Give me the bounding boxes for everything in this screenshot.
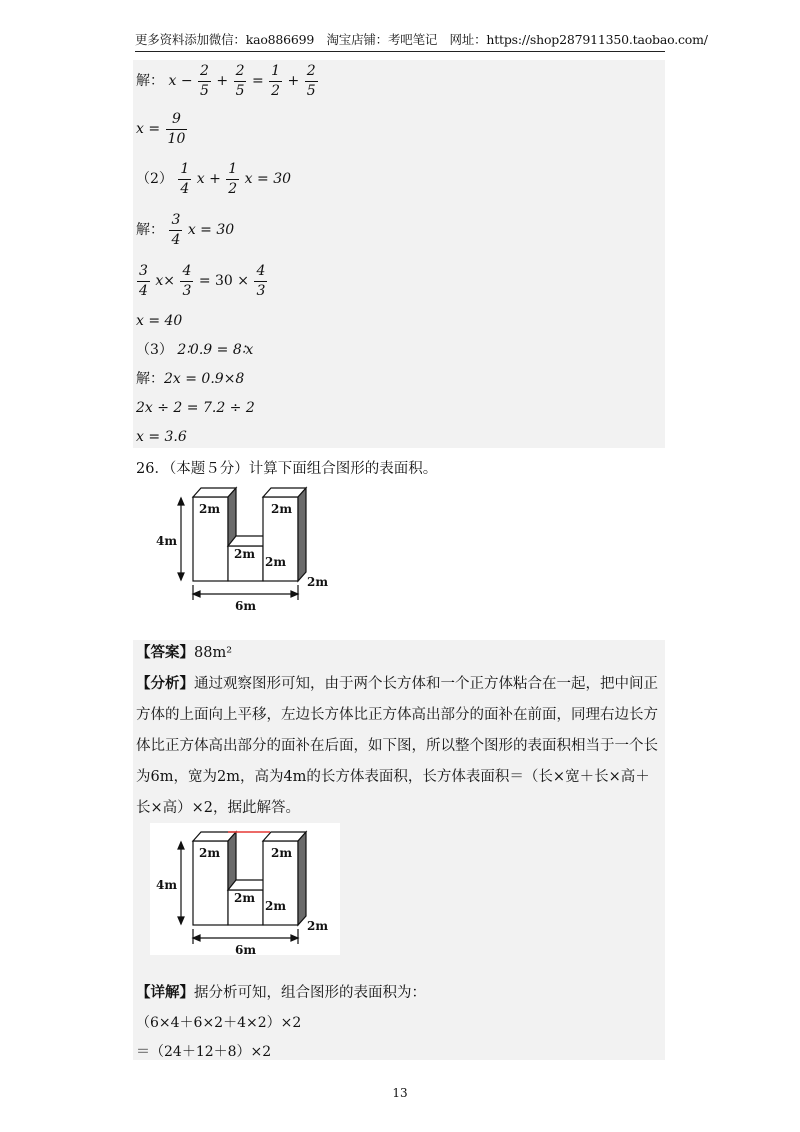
prob2-equation: （2） $\frac{1}{4}$ x + $\frac{1}{2}$ x = 30 <box>136 161 292 197</box>
sol1-equation: 解： x − $\frac{2}{5}$ + $\frac{2}{5}$ = $\frac{1}{2}$ + $\frac{2}{5}$ <box>136 63 316 99</box>
analysis-paragraph <box>136 668 664 824</box>
label-depth: 2m <box>307 919 329 933</box>
prob2-solve-2: $\frac{3}{4}$ x× $\frac{4}{3}$ = 30 × $\frac{4}{3}$ <box>139 263 266 299</box>
fraction: $\frac{2}{5}$ <box>306 63 316 99</box>
prob3-solve-1: 解：2x = 0.9×8 <box>136 371 245 387</box>
prob3-equation: （3） 2∶0.9 = 8∶x <box>136 342 254 358</box>
prob3-result: x = 3.6 <box>136 429 187 445</box>
fraction: $\frac{4}{3}$ <box>256 263 266 299</box>
label-height: 4m <box>156 878 178 892</box>
fraction: $\frac{1}{2}$ <box>271 63 281 99</box>
page-number: 13 <box>392 1086 408 1100</box>
detail-calc-1: （6×4＋6×2＋4×2）×2 <box>136 1015 302 1031</box>
label-depth: 2m <box>307 575 329 589</box>
fraction: $\frac{1}{4}$ <box>180 161 190 197</box>
answer-value: 88m² <box>194 645 233 661</box>
fraction: $\frac{3}{4}$ <box>139 263 148 299</box>
label-box: 2m <box>234 547 256 561</box>
fraction: $\frac{3}{4}$ <box>171 212 181 248</box>
fraction: $\frac{1}{2}$ <box>228 161 238 197</box>
label-box: 2m <box>199 502 221 516</box>
prob2-result: x = 40 <box>136 313 183 329</box>
label-height: 4m <box>156 534 178 548</box>
solution-block <box>133 60 665 448</box>
label-box: 2m <box>265 555 287 569</box>
analysis-text: 通过观察图形可知，由于两个长方体和一个正方体粘合在一起，把中间正方体的上面向上平移，左边长方体比正方体高出部分的面补在前面，同理右边长方体比正方体高出部分的面补在后面，如下图，所以整个图形的表面积相当于一个长为6m，宽为2m，高为4m的长方体表面积，长方体表面积＝（长×宽＋长×高＋长×高）×2，据此解答。 <box>136 676 658 816</box>
detail-line <box>136 986 426 1001</box>
fraction: $\frac{9}{10}$ <box>167 111 186 147</box>
label-width: 6m <box>235 943 257 955</box>
prob3-solve-2: 2x ÷ 2 = 7.2 ÷ 2 <box>136 400 255 416</box>
fraction: $\frac{2}{5}$ <box>200 63 209 99</box>
prob2-solve-1: 解： $\frac{3}{4}$ x = 30 <box>136 212 235 248</box>
label-width: 6m <box>235 599 257 610</box>
answer-tag: 【答案】 <box>136 644 194 661</box>
detail-text: 据分析可知，组合图形的表面积为： <box>194 985 426 1001</box>
label-box: 2m <box>234 891 256 905</box>
composite-solid-figure <box>150 480 340 610</box>
label-box: 2m <box>271 502 293 516</box>
label-box: 2m <box>265 899 287 913</box>
fraction: $\frac{2}{5}$ <box>235 63 245 99</box>
label-box: 2m <box>199 846 221 860</box>
composite-solid-figure-highlighted <box>150 823 340 955</box>
fraction: $\frac{4}{3}$ <box>182 263 192 299</box>
page-header: 更多资料添加微信：kao886699 淘宝店铺：考吧笔记 网址：https://shop287911350.taobao.com/ <box>135 30 665 52</box>
question-26: 26．（本题５分）计算下面组合图形的表面积。 <box>136 461 438 477</box>
sol1-result: x = $\frac{9}{10}$ <box>136 111 186 147</box>
detail-calc-2: ＝（24＋12＋8）×2 <box>136 1044 272 1060</box>
label-box: 2m <box>271 846 293 860</box>
analysis-tag: 【分析】 <box>136 675 194 692</box>
answer-line <box>136 646 232 661</box>
detail-tag: 【详解】 <box>136 984 194 1001</box>
